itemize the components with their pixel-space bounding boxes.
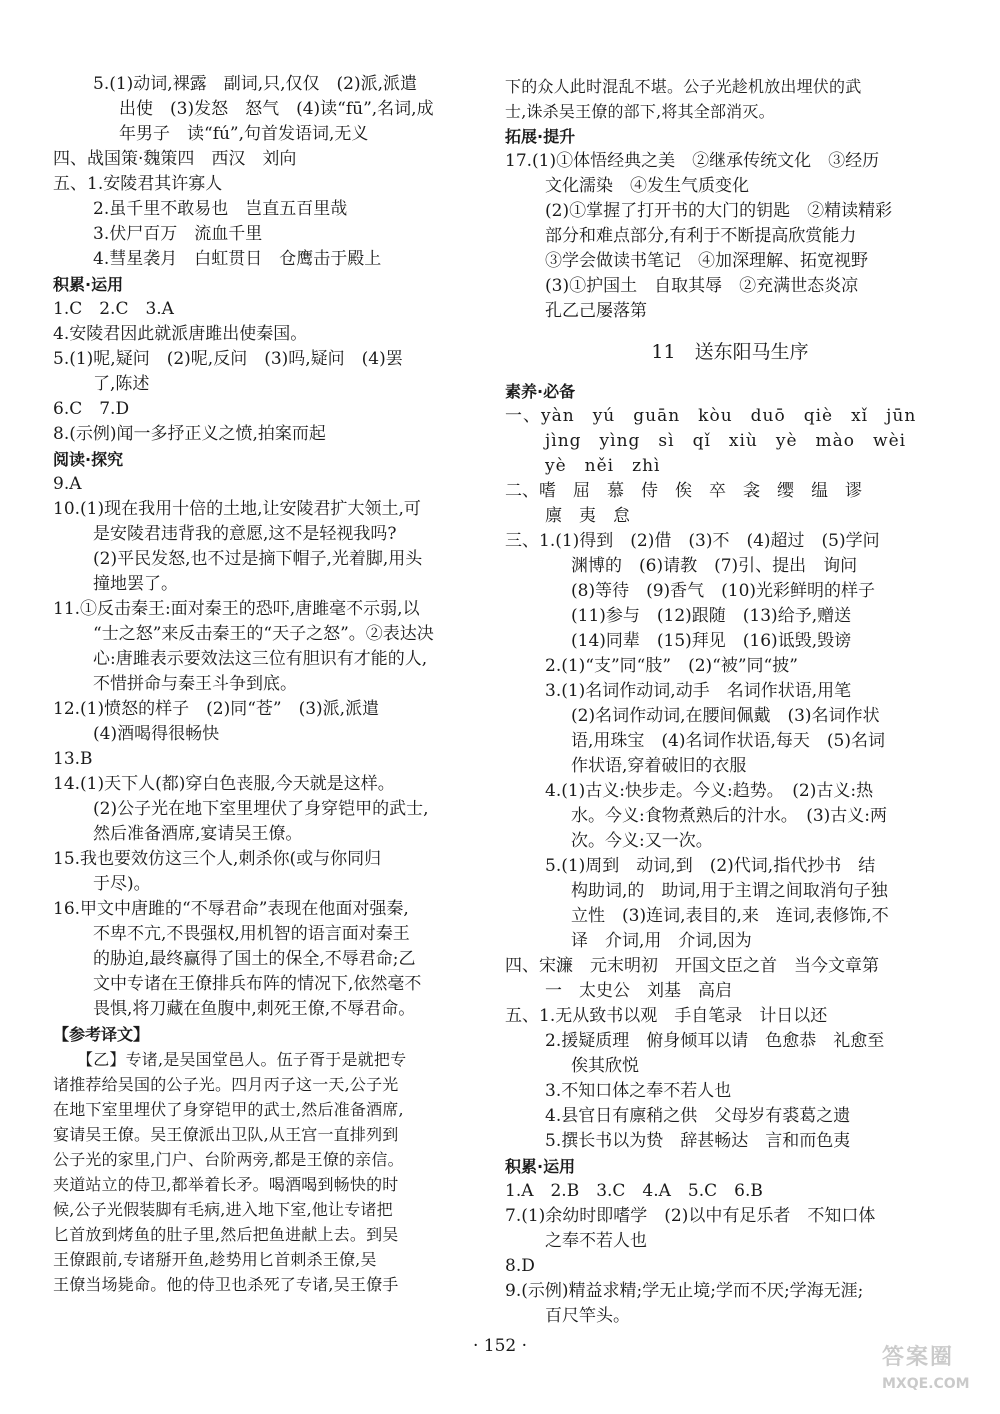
answer-line: 语,用珠宝 (4)名词作状语,每天 (5)名词 [571, 731, 885, 751]
answer-line: 然后准备酒席,宴请吴王僚。 [93, 824, 303, 844]
left-column [53, 72, 493, 1297]
answer-line: (4)酒喝得很畅快 [93, 724, 220, 744]
answer-line: 之奉不若人也 [545, 1231, 647, 1251]
answer-line: (14)同辈 (15)拜见 (16)诋毁,毁谤 [571, 631, 852, 651]
answer-line: (8)等待 (9)香气 (10)光彩鲜明的样子 [571, 581, 876, 601]
answer-line: 5.(1)呢,疑问 (2)呢,反问 (3)吗,疑问 (4)罢 [53, 349, 403, 369]
answer-line: 1.A 2.B 3.C 4.A 5.C 6.B [505, 1181, 763, 1201]
answer-line: (2)公子光在地下室里埋伏了身穿铠甲的武士, [93, 799, 429, 819]
pinyin-line: jìng yìng sì qǐ xiù yè mào wèi [545, 431, 907, 451]
answer-line: 6.C 7.D [53, 399, 130, 419]
answer-line: 四、宋濂 元末明初 开国文臣之首 当今文章第 [505, 956, 879, 976]
pinyin-line: yè něi zhì [545, 456, 661, 476]
translation-line: 匕首放到烤鱼的肚子里,然后把鱼进献上去。到吴 [53, 1225, 399, 1244]
answer-line: “士之怒”来反击秦王的“天子之怒”。②表达决 [93, 624, 434, 644]
answer-line: 4.县官日有廪稍之供 父母岁有裘葛之遗 [545, 1106, 851, 1126]
answer-line: (3)①护国土 自取其辱 ②充满世态炎凉 [545, 276, 859, 296]
answer-line: 10.(1)现在我用十倍的土地,让安陵君扩大领土,可 [53, 499, 421, 519]
answer-line: 4.安陵君因此就派唐雎出使秦国。 [53, 324, 308, 344]
translation-line: 夹道站立的侍卫,都举着长矛。喝酒喝到畅快的时 [53, 1175, 399, 1194]
chapter-title: 11 送东阳马生序 [651, 341, 809, 363]
answer-line: 8.(示例)闻一多抒正义之愤,拍案而起 [53, 424, 326, 444]
answer-line: 2.虽千里不敢易也 岂直五百里哉 [93, 199, 348, 219]
answer-line: 1.C 2.C 3.A [53, 299, 174, 319]
section-heading: 素养·必备 [505, 382, 576, 401]
translation-line: 王僚当场毙命。他的侍卫也杀死了专诸,吴王僚手 [53, 1275, 399, 1294]
answer-line: 14.(1)天下人(都)穿白色丧服,今天就是这样。 [53, 774, 395, 794]
answer-line: 五、1.无从致书以观 手自笔录 计日以还 [505, 1006, 828, 1026]
answer-line: 一 太史公 刘基 高启 [545, 981, 732, 1001]
answer-line: 3.伏尸百万 流血千里 [93, 224, 263, 244]
right-column [505, 74, 955, 1329]
page-number: · 152 · [472, 1336, 528, 1356]
answer-line: 立性 (3)连词,表目的,来 连词,表修饰,不 [571, 906, 889, 926]
answer-line: 心:唐雎表示要效法这三位有胆识有才能的人, [93, 649, 428, 669]
translation-line: 在地下室里埋伏了身穿铠甲的武士,然后准备酒席, [53, 1100, 404, 1119]
answer-line: 构助词,的 助词,用于主谓之间取消句子独 [571, 881, 888, 901]
answer-line: 2.(1)“支”同“肢” (2)“被”同“披” [545, 656, 798, 676]
answer-line: 了,陈述 [93, 374, 150, 394]
reference-heading: 【参考译文】 [53, 1025, 150, 1044]
answer-line: 百尺竿头。 [545, 1306, 630, 1326]
answer-line: 俟其欣悦 [571, 1056, 639, 1076]
answer-line: 文化濡染 ④发生气质变化 [545, 176, 749, 196]
answer-line: 17.(1)①体悟经典之美 ②继承传统文化 ③经历 [505, 151, 880, 171]
answer-line: ③学会做读书笔记 ④加深理解、拓宽视野 [545, 251, 868, 271]
answer-line: 出使 (3)发怒 怒气 (4)读“fū”,名词,成 [119, 99, 434, 119]
answer-line: 13.B [53, 749, 93, 769]
answer-line: 二、嗜 屈 慕 侍 俟 卒 衾 缨 缊 谬 [505, 481, 862, 501]
answer-line: 文中专诸在王僚排兵布阵的情况下,依然毫不 [93, 974, 422, 994]
answer-line: 4.(1)古义:快步走。今义:趋势。 (2)古义:热 [545, 781, 874, 801]
answer-line: 次。今义:又一次。 [571, 831, 713, 851]
answer-line: 4.彗星袭月 白虹贯日 仓鹰击于殿上 [93, 249, 382, 269]
watermark-url: MXQE.COM [882, 1376, 970, 1392]
answer-line: 译 介词,用 介词,因为 [571, 931, 752, 951]
answer-line: 四、战国策·魏策四 西汉 刘向 [53, 149, 297, 169]
answer-line: 3.(1)名词作动词,动手 名词作状语,用笔 [545, 681, 852, 701]
answer-line: 不惜拼命与秦王斗争到底。 [93, 674, 297, 694]
answer-line: 16.甲文中唐雎的“不辱君命”表现在他面对强秦, [53, 899, 409, 919]
answer-line: 孔乙己屡落第 [545, 301, 647, 321]
section-heading: 拓展·提升 [505, 127, 576, 146]
answer-line: 部分和难点部分,有利于不断提高欣赏能力 [545, 226, 857, 246]
answer-line: 五、1.安陵君其许寡人 [53, 174, 223, 194]
translation-line: 诸推荐给吴国的公子光。四月丙子这一天,公子光 [53, 1075, 399, 1094]
answer-line: 2.援疑质理 俯身倾耳以请 色愈恭 礼愈至 [545, 1031, 885, 1051]
answer-line: 廪 夷 怠 [545, 506, 630, 526]
watermark-logo [882, 1345, 986, 1403]
answer-line: (2)①掌握了打开书的大门的钥匙 ②精读精彩 [545, 201, 893, 221]
answer-line: 渊博的 (6)请教 (7)引、提出 询问 [571, 556, 858, 576]
answer-line: 是安陵君违背我的意愿,这不是轻视我吗? [93, 524, 397, 544]
answer-line: (11)参与 (12)跟随 (13)给予,赠送 [571, 606, 852, 626]
answer-line: 三、1.(1)得到 (2)借 (3)不 (4)超过 (5)学问 [505, 531, 880, 551]
answer-line: (2)平民发怒,也不过是摘下帽子,光着脚,用头 [93, 549, 423, 569]
translation-line: 公子光的家里,门户、台阶两旁,都是王僚的亲信。 [53, 1150, 404, 1169]
answer-line: 5.(1)动词,裸露 副词,只,仅仅 (2)派,派遣 [93, 74, 417, 94]
section-heading: 积累·运用 [53, 275, 124, 294]
section-heading: 阅读·探究 [53, 450, 124, 469]
translation-line: 宴请吴王僚。吴王僚派出卫队,从王宫一直排列到 [53, 1125, 399, 1144]
answer-line: 8.D [505, 1256, 535, 1276]
answer-line: 年男子 读“fú”,句首发语词,无义 [119, 124, 369, 144]
translation-line: 下的众人此时混乱不堪。公子光趁机放出埋伏的武 [505, 77, 862, 96]
answer-line: 5.撰长书以为贽 辞甚畅达 言和而色夷 [545, 1131, 851, 1151]
pinyin-line: 一、yàn yú guān kòu duō qiè xǐ jūn [505, 406, 917, 426]
answer-line: 畏惧,将刀藏在鱼腹中,刺死王僚,不辱君命。 [93, 999, 416, 1019]
answer-line: 5.(1)周到 动词,到 (2)代词,指代抄书 结 [545, 856, 876, 876]
answer-line: 9.A [53, 474, 82, 494]
translation-line: 【乙】专诸,是吴国堂邑人。伍子胥于是就把专 [77, 1050, 407, 1069]
answer-line: (2)名词作动词,在腰间佩戴 (3)名词作状 [571, 706, 880, 726]
answer-line: 的胁迫,最终赢得了国土的保全,不辱君命;乙 [93, 949, 416, 969]
section-heading: 积累·运用 [505, 1157, 576, 1176]
answer-line: 于尽)。 [93, 874, 151, 894]
answer-line: 7.(1)余幼时即嗜学 (2)以中有足乐者 不知口体 [505, 1206, 876, 1226]
answer-line: 作状语,穿着破旧的衣服 [571, 756, 747, 776]
answer-line: 撞地罢了。 [93, 574, 178, 594]
answer-line: 11.①反击秦王:面对秦王的恐吓,唐雎毫不示弱,以 [53, 599, 420, 619]
translation-line: 士,诛杀吴王僚的部下,将其全部消灭。 [505, 102, 775, 121]
answer-line: 水。今义:食物煮熟后的汁水。 (3)古义:两 [571, 806, 888, 826]
answer-line: 9.(示例)精益求精;学无止境;学而不厌;学海无涯; [505, 1281, 864, 1301]
watermark-text: 答案圈 [882, 1345, 955, 1370]
answer-line: 3.不知口体之奉不若人也 [545, 1081, 732, 1101]
answer-line: 15.我也要效仿这三个人,刺杀你(或与你同归 [53, 849, 382, 869]
answer-line: 不卑不亢,不畏强权,用机智的语言面对秦王 [93, 924, 410, 944]
translation-line: 候,公子光假装脚有毛病,进入地下室,他让专诸把 [53, 1200, 393, 1219]
answer-line: 12.(1)愤怒的样子 (2)同“苍” (3)派,派遣 [53, 699, 380, 719]
translation-line: 王僚跟前,专诸掰开鱼,趁势用匕首刺杀王僚,吴 [53, 1250, 377, 1269]
